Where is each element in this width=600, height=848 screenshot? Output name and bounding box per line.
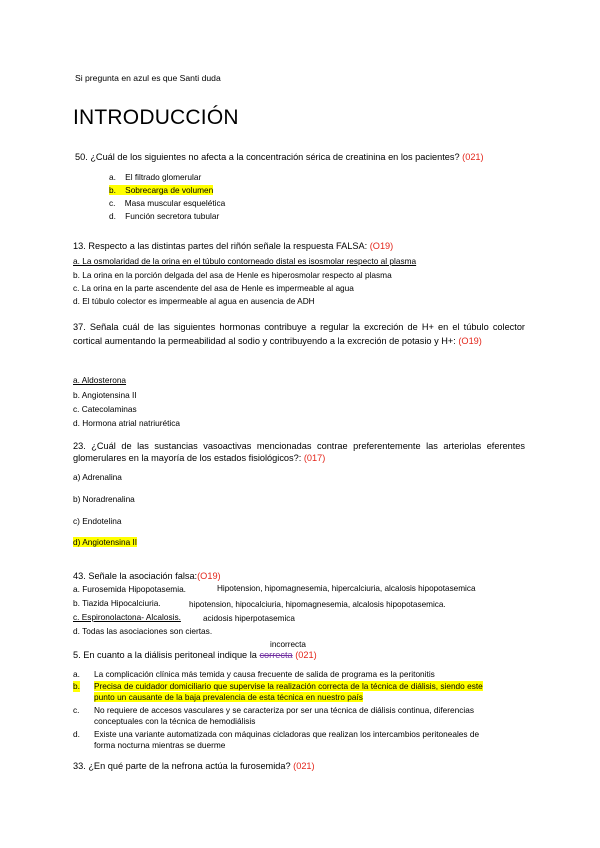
- q13-option-b: b. La orina en la porción delgada del asa de Henle es hiperosmolar respecto al plasma: [73, 270, 392, 280]
- q50-option-d: d. Función secretora tubular: [109, 211, 220, 221]
- q50-option-c: c. Masa muscular esquelética: [109, 198, 226, 208]
- q37-option-d: d. Hormona atrial natriurética: [73, 418, 180, 428]
- question-33: 33. ¿En qué parte de la nefrona actúa la furosemida? (021): [73, 761, 315, 771]
- q43-option-b: b. Tiazida Hipocalciuria.: [73, 598, 161, 608]
- q5-option-a: a. La complicación clínica más temida y causa frecuente de salida de programa es la peritonitis: [73, 669, 435, 679]
- question-ref: (021): [295, 650, 317, 660]
- question-ref: (O19): [369, 241, 394, 251]
- q43-note-b: hipotension, hipocalciuria, hipomagnesemia, alcalosis hipopotasemica.: [189, 600, 446, 609]
- q43-note-a: Hipotension, hipomagnesemia, hipercalciuria, alcalosis hipopotasemica: [217, 584, 476, 593]
- q43-note-c: acidosis hiperpotasemica: [203, 614, 295, 623]
- question-43: 43. Señale la asociación falsa:(O19): [73, 571, 221, 581]
- document-page: [73, 0, 533, 848]
- q23-option-a: a) Adrenalina: [73, 472, 122, 482]
- q5-option-c: c. No requiere de accesos vasculares y se caracteriza por ser una técnica de diálisis continua, diferencias conceptuales con la técnica de hemodiálisis: [73, 705, 475, 726]
- q23-option-d: d) Angiotensina II: [73, 537, 138, 547]
- struck-word: correcta: [259, 650, 293, 660]
- q43-option-a: a. Furosemida Hipopotasemia.: [73, 584, 186, 594]
- q13-option-d: d. El túbulo colector es impermeable al agua en ausencia de ADH: [73, 296, 315, 306]
- q50-option-a: a. El filtrado glomerular: [109, 172, 202, 182]
- q23-option-c: c) Endotelina: [73, 516, 122, 526]
- q13-option-c: c. La orina en la parte ascendente del asa de Henle es impermeable al agua: [73, 283, 354, 293]
- q50-option-b: b. Sobrecarga de volumen: [109, 185, 214, 195]
- author-note: Si pregunta en azul es que Santi duda: [75, 73, 221, 83]
- question-ref: (021): [293, 761, 315, 771]
- q37-option-c: c. Catecolaminas: [73, 404, 137, 414]
- question-ref: (017): [303, 453, 326, 463]
- question-13: 13. Respecto a las distintas partes del riñón señale la respuesta FALSA: (O19): [73, 241, 394, 251]
- question-5: 5. En cuanto a la diálisis peritoneal indique la correcta (021): [73, 650, 317, 660]
- q23-option-b: b) Noradrenalina: [73, 494, 135, 504]
- q37-option-b: b. Angiotensina II: [73, 390, 137, 400]
- handwritten-correction: incorrecta: [270, 640, 306, 649]
- question-50: 50. ¿Cuál de los siguientes no afecta a la concentración sérica de creatinina en los pacientes? (021): [75, 152, 484, 162]
- section-heading: INTRODUCCIÓN: [73, 106, 239, 129]
- question-ref: (021): [462, 152, 484, 162]
- q13-option-a: a. La osmolaridad de la orina en el túbulo contorneado distal es isosmolar respecto al plasma: [73, 256, 417, 266]
- question-ref: (O19): [458, 336, 482, 346]
- question-37: 37. Señala cuál de las siguientes hormonas contribuye a regular la excreción de H+ en el túbulo colector cortical aumentando la permeabilidad al sodio y contribuyendo a la excreción de potasio y H+: (O19): [73, 322, 525, 346]
- question-ref: (O19): [197, 571, 221, 581]
- question-23: 23. ¿Cuál de las sustancias vasoactivas mencionadas contrae preferentemente las arteriolas eferentes glomerulares en la mayoría de los estados fisiológicos?: (017): [73, 441, 525, 463]
- q5-option-d: d. Existe una variante automatizada con máquinas cicladoras que realizan los intercambios peritoneales de forma nocturna mientras se duerme: [73, 729, 480, 750]
- q43-option-c: c. Espironolactona- Alcalosis.: [73, 612, 181, 622]
- q5-option-b: b. Precisa de cuidador domiciliario que supervise la realización correcta de la técnica de diálisis, siendo este punto un causante de la baja prevalencia de esta técnica en nuestro país: [73, 681, 483, 702]
- q37-option-a: a. Aldosterona: [73, 375, 127, 385]
- q43-option-d: d. Todas las asociaciones son ciertas.: [73, 626, 213, 636]
